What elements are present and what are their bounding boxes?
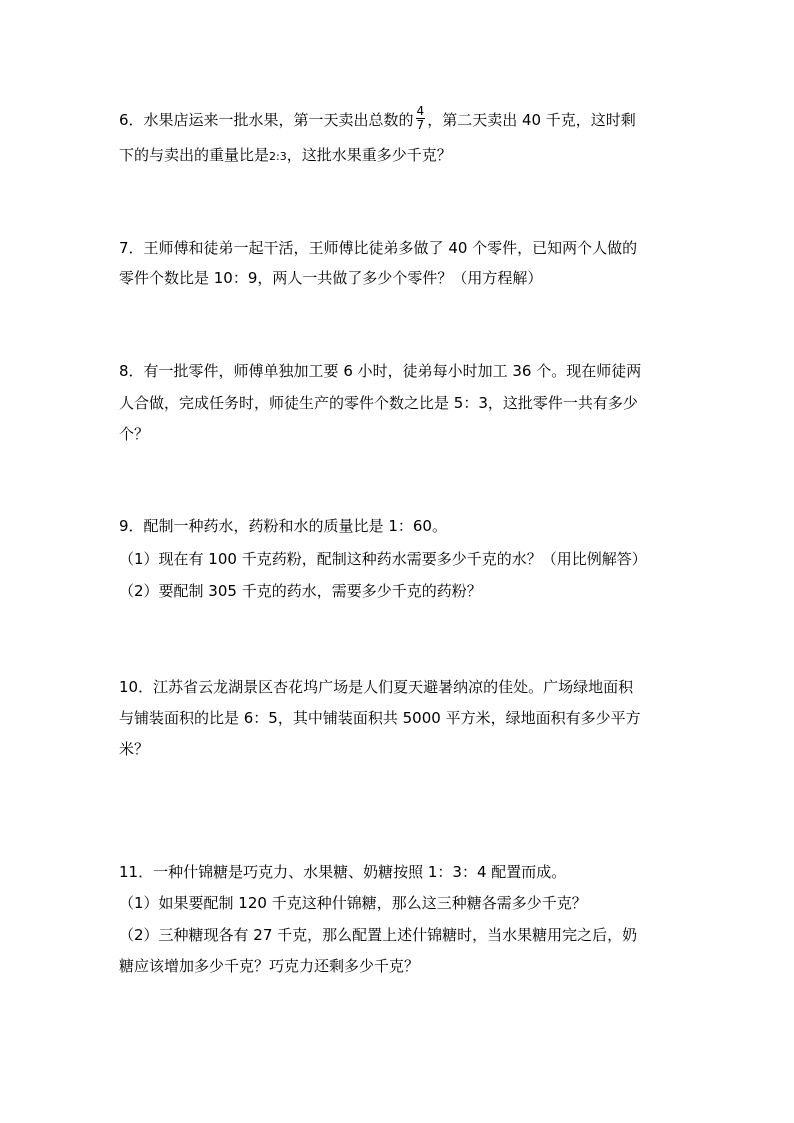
question-6-text-b: ，第二天卖出 40 千克，这时剩 (427, 111, 636, 129)
question-8-line-2: 人合做，完成任务时，师徒生产的零件个数之比是 5：3，这批零件一共有多少 (119, 394, 638, 412)
question-9-line-2: （1）现在有 100 千克药粉，配制这种药水需要多少千克的水？（用比例解答） (119, 550, 647, 568)
fraction (416, 105, 426, 132)
question-8-line-3: 个？ (119, 425, 150, 443)
question-9-line-1: 9．配制一种药水，药粉和水的质量比是 1：60。 (119, 517, 447, 535)
fraction-numerator: 4 (416, 104, 425, 118)
question-6-line-2 (119, 144, 452, 168)
question-10-line-1: 10．江苏省云龙湖景区杏花坞广场是人们夏天避暑纳凉的佳处。广场绿地面积 (119, 678, 634, 696)
question-7-line-2: 零件个数比是 10：9，两人一共做了多少个零件？（用方程解） (119, 269, 543, 287)
question-8-line-1: 8．有一批零件，师傅单独加工要 6 小时，徒弟每小时加工 36 个。现在师徒两 (119, 362, 642, 380)
question-10-line-3: 米？ (119, 740, 150, 758)
question-11-line-4: 糖应该增加多少千克？巧克力还剩多少千克？ (119, 957, 420, 975)
question-6-text-d: ，这批水果重多少千克？ (286, 146, 452, 164)
question-9-line-3: （2）要配制 305 千克的药水，需要多少千克的药粉？ (119, 582, 482, 600)
question-11-line-1: 11．一种什锦糖是巧克力、水果糖、奶糖按照 1：3：4 配置而成。 (119, 863, 567, 881)
question-11-line-3: （2）三种糖现各有 27 千克，那么配置上述什锦糖时，当水果糖用完之后，奶 (119, 926, 638, 944)
question-6-ratio: 2:3 (269, 150, 287, 163)
question-6-text-c: 下的与卖出的重量比是 (119, 146, 270, 164)
question-6-text-a: 6．水果店运来一批水果，第一天卖出总数的 (119, 111, 414, 129)
question-10-line-2: 与铺装面积的比是 6：5，其中铺装面积共 5000 平方米，绿地面积有多少平方 (119, 709, 641, 727)
question-11-line-2: （1）如果要配制 120 千克这种什锦糖，那么这三种糖各需多少千克？ (119, 894, 587, 912)
question-6-line-1 (119, 104, 636, 134)
fraction-denominator: 7 (416, 118, 425, 132)
question-7-line-1: 7．王师傅和徒弟一起干活，王师傅比徒弟多做了 40 个零件，已知两个人做的 (119, 239, 638, 257)
